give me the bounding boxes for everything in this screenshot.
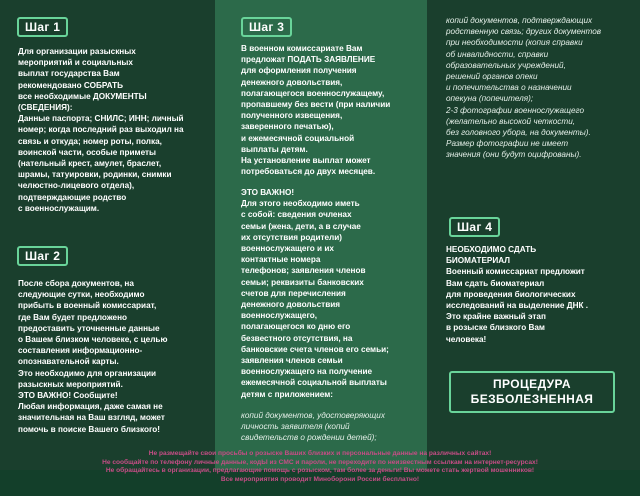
painless-procedure-box: ПРОЦЕДУРА БЕЗБОЛЕЗНЕННАЯ: [449, 371, 615, 413]
left-panel: [0, 0, 215, 470]
step-4-text: НЕОБХОДИМО СДАТЬ БИОМАТЕРИАЛ Военный комиссариат предложит Вам сдать биоматериал для проведения биологических исследований на выделение ДНК . Это крайне важный этап в розыске близкого Вам человека!: [446, 245, 589, 344]
step-2-badge: Шаг 2: [17, 246, 68, 266]
step-3-text: В военном комиссариате Вам предложат ПОДАТЬ ЗАЯВЛЕНИЕ для оформления получения денежного довольствия, полагающегося военнослужащему, пропавшему без вести (при наличии полученного извещения, заверенного печатью), и ежемесячной социальной выплаты детям. На установление выплат может потребоваться до двух месяцев.: [241, 44, 391, 177]
middle-panel: [215, 0, 427, 470]
important-note-text: ЭТО ВАЖНО! Для этого необходимо иметь с собой: сведения очленах семьи (жена, дети, а в случае их отсутствия родители) военнослужащего и их контактные номера телефонов; заявления членов семьи; реквизиты банковских счетов для перечисления денежного довольствия военнослужащего, полагающегося ко дню его безвестного отсутствия, на банковские счета членов его семьи; заявления членов семьи военнослужащего на получение ежемесячной социальной выплаты детям с приложением:: [241, 188, 389, 399]
footer-line: Не сообщайте по телефону личные данные, кодЫ из СМС и пароли, не переходите по неизвестным ссылкам на интернет-ресурсах!: [102, 458, 538, 466]
footer-line: Все мероприятия проводит Миноборони России бесплатно!: [220, 475, 420, 483]
step-1-badge: Шаг 1: [17, 17, 68, 37]
footer-line: Не размещайте свои просьбы о розыске Ваших близких и персональные данные на различных сайтах!: [148, 450, 492, 457]
step-3-badge: Шаг 3: [241, 17, 292, 37]
footer-line: Не обращайтесь в организации, предлагающие помощь с розыском, там более за деньги! Вы можете стать жертвой мошенников!: [105, 467, 535, 475]
step-1-text: Для организации разыскных мероприятий и социальных выплат государства Вам рекомендовано СОБРАТЬ все необходимые ДОКУМЕНТЫ (СВЕДЕНИЯ): Данные паспорта; СНИЛС; ИНН; личный номер; когда последний раз выходил на связь и откуда; номер роты, полка, воинской части, особые приметы (нательный крест, амулет, браслет, шрамы, татуировки, родинки, снимки челюстно-лицевого отдела), подтверждающие родство с военнослужащим.: [18, 47, 184, 213]
warning-footer: [0, 450, 640, 484]
step-4-badge: Шаг 4: [449, 217, 500, 237]
documents-italic-text: копий документов, удостоверяющих личность заявителя (копий свидетельств о рождении детей);: [241, 411, 385, 443]
step-2-text: После сбора документов, на следующие сутки, необходимо прибыть в военный комиссариат, где Вам будет предложено предоставить уточненные данные о Вашем близком человеке, с целью составления информационно- опознавательной карты. Это необходимо для организации разыскных мероприятий. ЭТО ВАЖНО! Сообщите! Любая информация, даже самая не значительная на Ваш взгляд, может помочь в поиске Вашего близкого!: [18, 279, 168, 434]
documents-list-italic: копий документов, подтверждающих родственную связь; других документов при необходимости (копия справки об инвалидности, справки образовательных учреждений, решений органов опеки и попечительства о назначении опекуна (попечителя); 2-3 фотографии военнослужащего (желательно высокой четкости, без головного убора, на документы). Размер фотографии не имеет значения (они будут оцифрованы).: [446, 16, 602, 160]
